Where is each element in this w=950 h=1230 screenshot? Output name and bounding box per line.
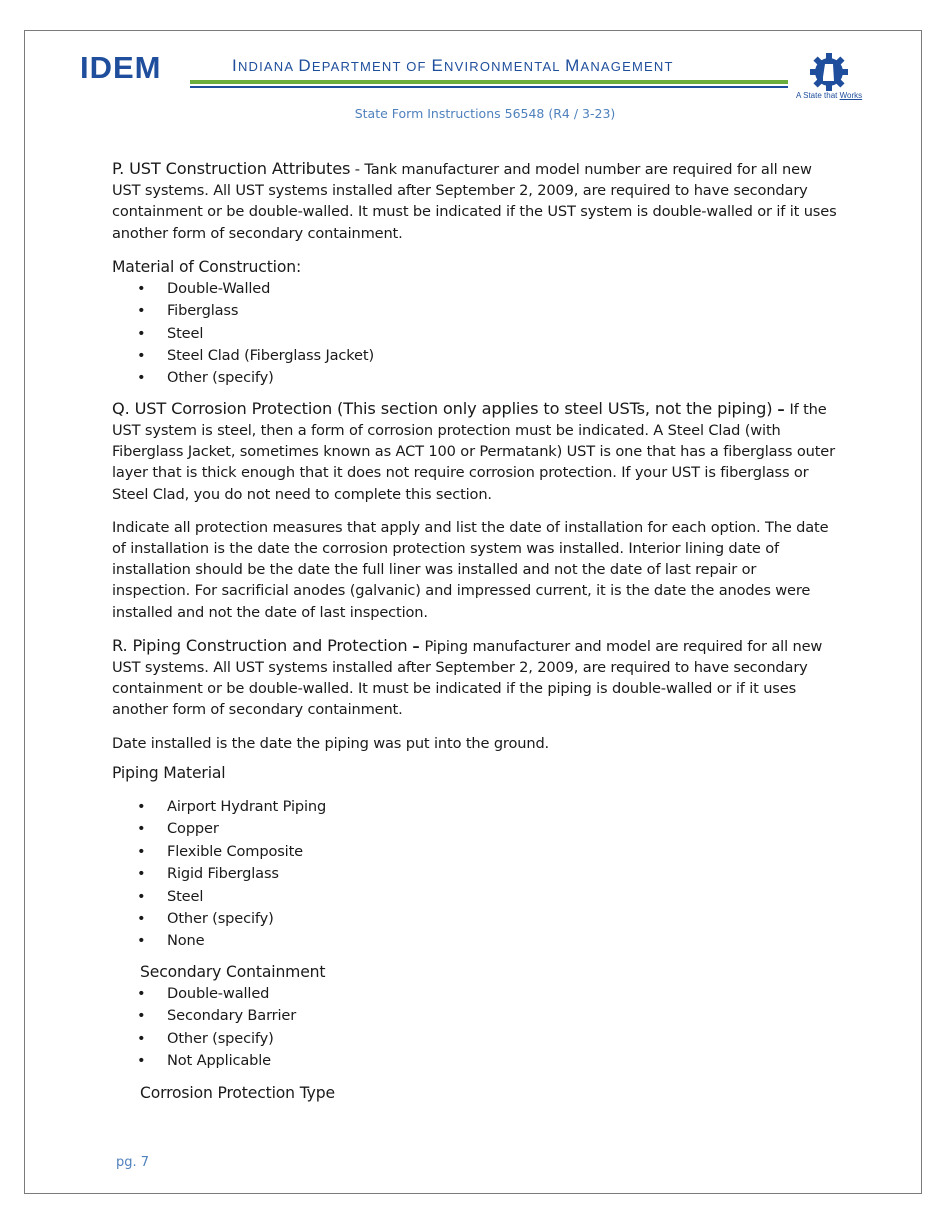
list-item: • Double-walled [112,983,837,1005]
list-item: • Other (specify) [112,1028,837,1050]
form-number: State Form Instructions 56548 (R4 / 3-23) [354,106,616,121]
section-p-body: - Tank manufacturer and model number are required for all new UST systems. All UST systems installed after September 2, 2009, are required to have secondary containment or be double-walled. It must be indicated if the UST system is double-walled or if it uses another form of secondary containment. [112,161,837,242]
header-rule-blue [190,86,788,88]
agency-name: INDIANA DEPARTMENT OF ENVIRONMENTAL MANAGEMENT [232,56,674,75]
material-label: Material of Construction: [112,257,302,276]
list-item: • Fiberglass [112,300,837,322]
corrosion-protection-type-label: Corrosion Protection Type [140,1084,335,1103]
list-item: • Steel [112,886,837,908]
piping-material-list [112,796,837,953]
piping-material-label: Piping Material [112,763,226,782]
state-tagline: A State that Works [796,91,863,100]
section-r-body: Piping manufacturer and model are required for all new UST systems. All UST systems installed after September 2, 2009, are required to have secondary containment or be double-walled. It must be indicated if the piping is double-walled or if it uses another form of secondary containment. [112,637,823,719]
list-item: • Steel [112,323,837,345]
list-item: • Secondary Barrier [112,1005,837,1027]
list-item: • Copper [112,818,837,840]
secondary-containment-label: Secondary Containment [140,962,326,981]
date-installed-note: Date installed is the date the piping was put into the ground. [112,734,550,752]
list-item: • Steel Clad (Fiberglass Jacket) [112,345,837,367]
section-q-body2: Indicate all protection measures that apply and list the date of installation for each option. The date of installation is the date the corrosion protection system was installed. Interior lining date of installation should be the date the full liner was installed and not the date of last repair or inspection. For sacrificial anodes (galvanic) and impressed current, it is the date the anodes were installed and not the date of last inspection. [112,518,829,621]
material-list [112,278,837,390]
section-r-heading: R. Piping Construction and Protection [112,635,408,655]
document-body [112,158,837,1104]
page-number: pg. 7 [116,1155,150,1170]
list-item: • Not Applicable [112,1050,837,1072]
idem-logo: IDEM [80,50,162,85]
section-p-heading: P. UST Construction Attributes [112,159,351,178]
section-q-body: If the UST system is steel, then a form of corrosion protection must be indicated. A Steel Clad (with Fiberglass Jacket, sometimes known as ACT 100 or Permatank) UST is one that has a fiberglass outer layer that is thick enough that it does not require corrosion protection. If your UST is fiberglass or Steel Clad, you do not need to complete this section. [112,400,835,503]
list-item: • Other (specify) [112,367,837,389]
header-rule-green [190,80,788,84]
section-p [112,158,837,244]
list-item: • Flexible Composite [112,841,837,863]
section-q-heading: Q. UST Corrosion Protection (This section only applies to steel USTs, not the piping) [112,398,773,418]
list-item: • Airport Hydrant Piping [112,796,837,818]
list-item: • Other (specify) [112,908,837,930]
list-item: • Double-Walled [112,278,837,300]
secondary-containment-list [112,983,837,1073]
section-q: Q. UST Corrosion Protection (This section only applies to steel USTs, not the piping) – If the UST system is steel, then a form of corrosion protection must be indicated. A Steel Clad (with Fiberglass Jacket, sometimes known as ACT 100 or Permatank) UST is one that has a fiberglass outer layer that is thick enough that it does not require corrosion protection. If your UST is fiberglass or Steel Clad, you do not need to complete this section. [112,398,835,503]
list-item: • None [112,930,837,952]
section-r: R. Piping Construction and Protection – Piping manufacturer and model are required for all new UST systems. All UST systems installed after September 2, 2009, are required to have secondary containment or be double-walled. It must be indicated if the piping is double-walled or if it uses another form of secondary containment. [112,635,823,719]
list-item: • Rigid Fiberglass [112,863,837,885]
